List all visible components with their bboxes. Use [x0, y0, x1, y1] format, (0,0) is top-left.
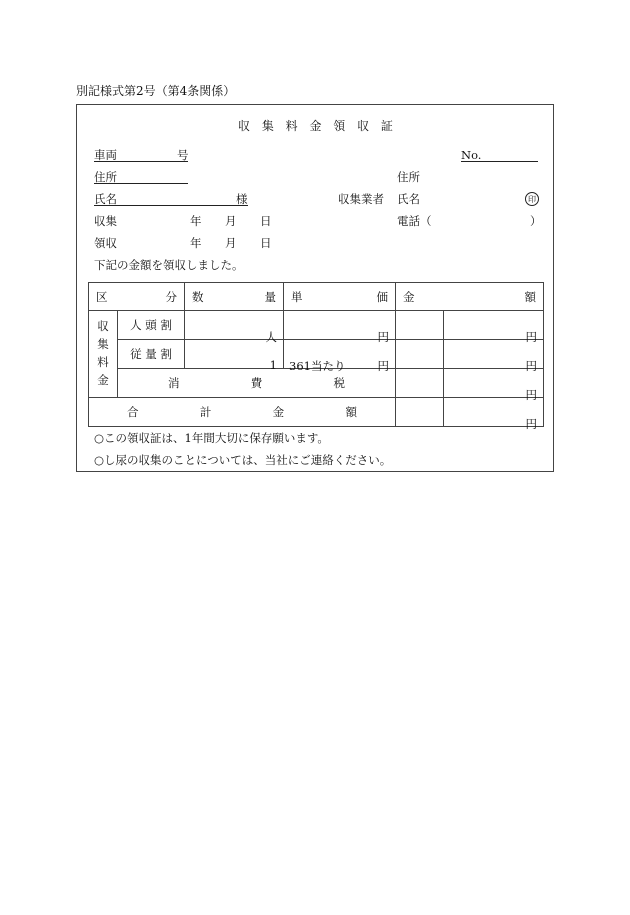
collection-day: 日 — [260, 214, 272, 228]
name-underline — [94, 205, 248, 206]
contractor-label: 収集業者 — [338, 192, 384, 206]
vehicle-label: 車両 — [94, 148, 117, 162]
volume-amount-left — [396, 340, 444, 369]
receipt-title: 収 集 料 金 領 収 証 — [238, 119, 397, 133]
contractor-name-label: 氏名 — [397, 192, 420, 206]
fee-table — [88, 282, 544, 431]
volume-quantity: 1 — [185, 340, 284, 369]
total-amount: 円 — [444, 398, 544, 427]
header-amount: 金 額 — [396, 283, 544, 311]
table-row-total — [89, 398, 544, 427]
receipt-month: 月 — [225, 236, 237, 250]
no-underline — [461, 161, 538, 162]
form-number: 別記様式第2号（第4条関係） — [76, 84, 236, 98]
per-capita-unit-price: 円 — [284, 311, 396, 340]
tax-amount: 円 — [444, 369, 544, 398]
table-row-volume — [89, 340, 544, 369]
table-row-per-capita — [89, 311, 544, 340]
volume-label: 従 量 割 — [118, 340, 185, 369]
header-division: 区 分 — [89, 283, 185, 311]
address-label: 住所 — [94, 170, 117, 184]
contractor-address-label: 住所 — [397, 170, 420, 184]
name-label: 氏名 — [94, 192, 117, 206]
vehicle-suffix: 号 — [177, 148, 189, 162]
volume-amount: 円 — [444, 340, 544, 369]
per-capita-amount-left — [396, 311, 444, 340]
vehicle-underline — [94, 161, 188, 162]
tax-label: 消 費 税 — [118, 369, 396, 398]
header-quantity: 数 量 — [185, 283, 284, 311]
phone-close: ） — [530, 214, 542, 228]
note-storage: ○この領収証は、1年間大切に保存願います。 — [94, 431, 329, 445]
fee-group-label: 収 集 料 金 — [89, 311, 118, 398]
collection-label: 収集 — [94, 214, 117, 228]
per-capita-label: 人 頭 割 — [118, 311, 185, 340]
collection-year: 年 — [190, 214, 202, 228]
no-label: No. — [461, 148, 482, 162]
seal-mark: 印 — [525, 192, 539, 206]
phone-label: 電話（ — [397, 214, 432, 228]
per-capita-amount: 円 — [444, 311, 544, 340]
receipt-day: 日 — [260, 236, 272, 250]
collection-month: 月 — [225, 214, 237, 228]
honorific: 様 — [236, 192, 248, 206]
note-contact: ○し尿の収集のことについては、当社にご連絡ください。 — [94, 453, 392, 467]
volume-unit-price: 361当たり 円 — [284, 340, 396, 369]
receipt-label: 領収 — [94, 236, 117, 250]
total-label: 合 計 金 額 — [89, 398, 396, 427]
table-header-row — [89, 283, 544, 311]
receipt-statement: 下記の金額を領収しました。 — [94, 258, 244, 272]
header-unit-price: 単 価 — [284, 283, 396, 311]
receipt-year: 年 — [190, 236, 202, 250]
per-capita-quantity: 人 — [185, 311, 284, 340]
tax-amount-left — [396, 369, 444, 398]
total-amount-left — [396, 398, 444, 427]
address-underline — [94, 183, 188, 184]
